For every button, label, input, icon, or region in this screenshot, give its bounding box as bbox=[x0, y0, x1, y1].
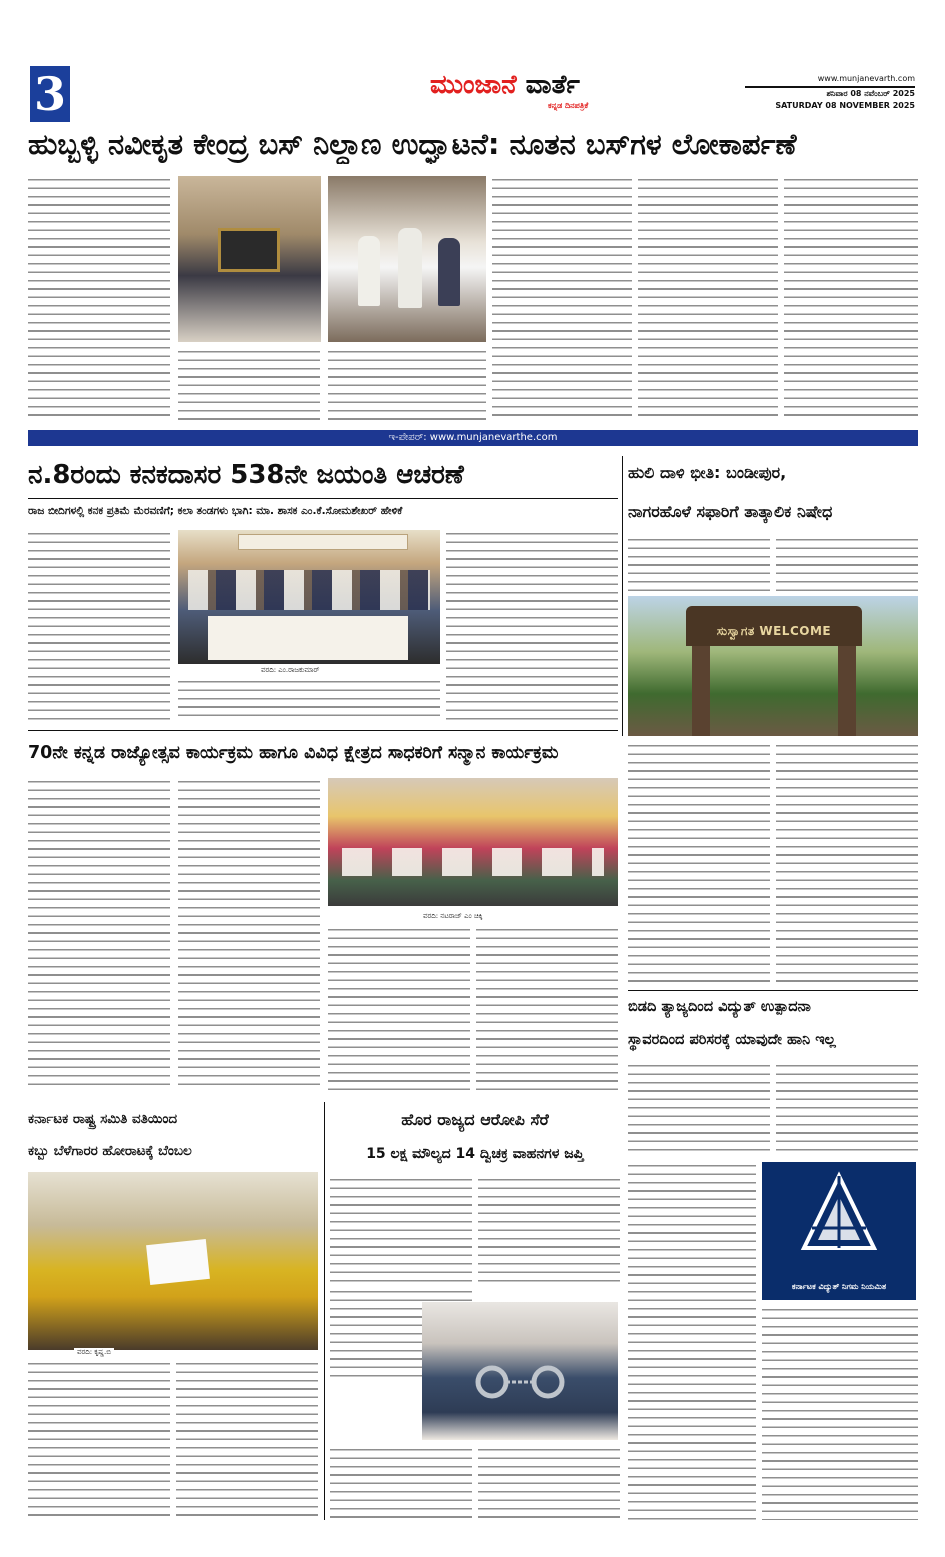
kpcl-logo-label: ಕರ್ನಾಟಕ ವಿದ್ಯುತ್ ನಿಗಮ ನಿಯಮಿತ bbox=[791, 1282, 887, 1291]
kpcl-logo-badge bbox=[762, 1162, 916, 1300]
bidadi-headline-line1: ಬಿಡದಿ ತ್ಯಾಜ್ಯದಿಂದ ವಿದ್ಯುತ್ ಉತ್ಪಾದನಾ bbox=[628, 999, 811, 1015]
kanakadasa-photo-caption: ವರದಿ: ಎಂ.ರಾಜಕುಮಾರ್ bbox=[258, 666, 322, 675]
accused-headline-line1: ಹೊರ ರಾಜ್ಯದ ಆರೋಪಿ ಸೆರೆ bbox=[401, 1110, 549, 1129]
accused-divider bbox=[324, 1102, 325, 1520]
newspaper-logo bbox=[430, 70, 580, 101]
rajyotsava-headline: 70ನೇ ಕನ್ನಡ ರಾಜ್ಯೋತ್ಸವ ಕಾರ್ಯಕ್ರಮ ಹಾಗೂ ವಿವಿಧ ಕ್ಷೇತ್ರದ ಸಾಧಕರಿಗೆ ಸನ್ಮಾನ ಕಾರ್ಯಕ್ರಮ bbox=[28, 743, 559, 763]
accused-headline-line2: 15 ಲಕ್ಷ ಮೌಲ್ಯದ 14 ದ್ವಿಚಕ್ರ ವಾಹನಗಳ ಜಪ್ತಿ bbox=[366, 1146, 584, 1162]
person-figure-1 bbox=[358, 236, 380, 306]
lead-headline: ಹುಬ್ಬಳ್ಳಿ ನವೀಕೃತ ಕೇಂದ್ರ ಬಸ್ ನಿಲ್ದಾಣ ಉದ್ಘಾಟನೆ: ನೂತನ ಬಸ್‌ಗಳ ಲೋಕಾರ್ಪಣೆ bbox=[28, 127, 797, 161]
masthead-date-english: SATURDAY 08 NOVEMBER 2025 bbox=[775, 101, 915, 110]
kanakadasa-rule bbox=[28, 498, 618, 499]
people-row bbox=[188, 570, 430, 610]
rajyotsava-text-col3 bbox=[328, 926, 470, 1090]
gate-pillar-right bbox=[838, 646, 856, 736]
tiger-text-col3 bbox=[628, 742, 770, 982]
lead-text-col1 bbox=[28, 176, 170, 422]
kanakadasa-text-col1 bbox=[28, 530, 170, 720]
epaper-bar: ಇ-ಪೇಪರ್: www.munjanevarthe.com bbox=[28, 430, 918, 446]
bidadi-text-col3 bbox=[628, 1162, 756, 1520]
tiger-text-col4 bbox=[776, 742, 918, 982]
sugarcane-photo bbox=[28, 1172, 318, 1350]
gate-pillar-left bbox=[692, 646, 710, 736]
bidadi-text-col1 bbox=[628, 1062, 770, 1156]
banner bbox=[238, 534, 408, 550]
tiger-headline-line1: ಹುಲಿ ದಾಳಿ ಭೀತಿ: ಬಂಡೀಪುರ, bbox=[628, 463, 787, 482]
memorandum-paper bbox=[146, 1239, 210, 1285]
person-figure-2 bbox=[398, 228, 422, 308]
sugarcane-headline-line1: ಕರ್ನಾಟಕ ರಾಷ್ಟ್ರ ಸಮಿತಿ ವತಿಯಿಂದ bbox=[28, 1111, 178, 1127]
sugarcane-headline-line2: ಕಬ್ಬು ಬೆಳೆಗಾರರ ಹೋರಾಟಕ್ಕೆ ಬೆಂಬಲ bbox=[28, 1143, 192, 1159]
logo-part2: ವಾರ್ತೆ bbox=[525, 70, 580, 100]
lead-text-col3 bbox=[328, 348, 486, 422]
certificates-row bbox=[342, 848, 604, 876]
masthead-rule bbox=[745, 86, 915, 88]
tiger-headline-line2: ನಾಗರಹೊಳೆ ಸಫಾರಿಗೆ ತಾತ್ಕಾಲಿಕ ನಿಷೇಧ bbox=[628, 502, 833, 521]
accused-text-col5 bbox=[478, 1446, 620, 1520]
rajyotsava-photo bbox=[328, 778, 618, 906]
kpcl-logo-icon bbox=[762, 1162, 916, 1272]
lead-photo-2 bbox=[328, 176, 486, 342]
logo-tagline: ಕನ್ನಡ ದಿನಪತ್ರಿಕೆ bbox=[548, 101, 589, 110]
handcuffs-photo bbox=[422, 1302, 618, 1440]
accused-text-col4 bbox=[330, 1446, 472, 1520]
bidadi-top-rule bbox=[628, 990, 918, 991]
tiger-divider bbox=[622, 456, 623, 736]
table-cloth bbox=[208, 616, 408, 660]
masthead-website: www.munjanevarth.com bbox=[817, 74, 915, 83]
sugarcane-photo-caption: ವರದಿ: ಕೃಷ್ಣ.ಬಿ bbox=[74, 1348, 114, 1357]
person-figure-3 bbox=[438, 238, 460, 306]
accused-text-col1 bbox=[330, 1176, 472, 1282]
safari-gate-arch bbox=[686, 606, 862, 646]
safari-gate-sign: ಸುಸ್ವಾಗತ WELCOME bbox=[716, 624, 832, 638]
rajyotsava-text-col2 bbox=[178, 778, 320, 1090]
kanakadasa-headline: ನ.8ರಂದು ಕನಕದಾಸರ 538ನೇ ಜಯಂತಿ ಆಚರಣೆ bbox=[28, 460, 464, 490]
kanakadasa-text-col2 bbox=[178, 678, 440, 720]
bidadi-text-col2 bbox=[776, 1062, 918, 1156]
masthead-date-kannada: ಶನಿವಾರ 08 ನವೆಂಬರ್ 2025 bbox=[826, 89, 915, 98]
page-number: 3 bbox=[30, 66, 70, 122]
kanakadasa-photo bbox=[178, 530, 440, 664]
handcuffs-icon bbox=[422, 1302, 618, 1440]
rajyotsava-text-col4 bbox=[476, 926, 618, 1090]
lead-text-col6 bbox=[784, 176, 918, 422]
rajyotsava-top-rule bbox=[28, 730, 618, 731]
rajyotsava-photo-caption: ವರದಿ: ನಟರಾಜ್ ಎಂ ಚಿಕ್ಕಿ bbox=[420, 912, 486, 921]
kanakadasa-subheadline: ರಾಜ ಬೀದಿಗಳಲ್ಲಿ ಕನಕ ಪ್ರತಿಮೆ ಮೆರವಣಿಗೆ; ಕಲಾ ತಂಡಗಳು ಭಾಗಿ: ಮಾ. ಶಾಸಕ ಎಂ.ಕೆ.ಸೋಮಶೇಖರ್ ಹೇಳಿಕೆ bbox=[28, 505, 403, 517]
lead-text-col2 bbox=[178, 348, 320, 422]
kanakadasa-text-col3 bbox=[446, 530, 618, 720]
tiger-text-col2 bbox=[776, 536, 918, 592]
lead-text-col5 bbox=[638, 176, 778, 422]
rajyotsava-text-col1 bbox=[28, 778, 170, 1090]
bidadi-text-col4 bbox=[762, 1306, 918, 1520]
safari-gate-photo bbox=[628, 596, 918, 736]
lead-text-col4 bbox=[492, 176, 632, 422]
bidadi-headline-line2: ಸ್ಥಾವರದಿಂದ ಪರಿಸರಕ್ಕೆ ಯಾವುದೇ ಹಾನಿ ಇಲ್ಲ bbox=[628, 1032, 836, 1048]
sugarcane-text-col1 bbox=[28, 1360, 170, 1520]
logo-part1: ಮುಂಜಾನೆ bbox=[430, 70, 517, 100]
inauguration-plaque bbox=[218, 228, 280, 272]
tiger-text-col1 bbox=[628, 536, 770, 592]
sugarcane-text-col2 bbox=[176, 1360, 318, 1520]
lead-photo-1 bbox=[178, 176, 321, 342]
accused-text-col2 bbox=[478, 1176, 620, 1282]
